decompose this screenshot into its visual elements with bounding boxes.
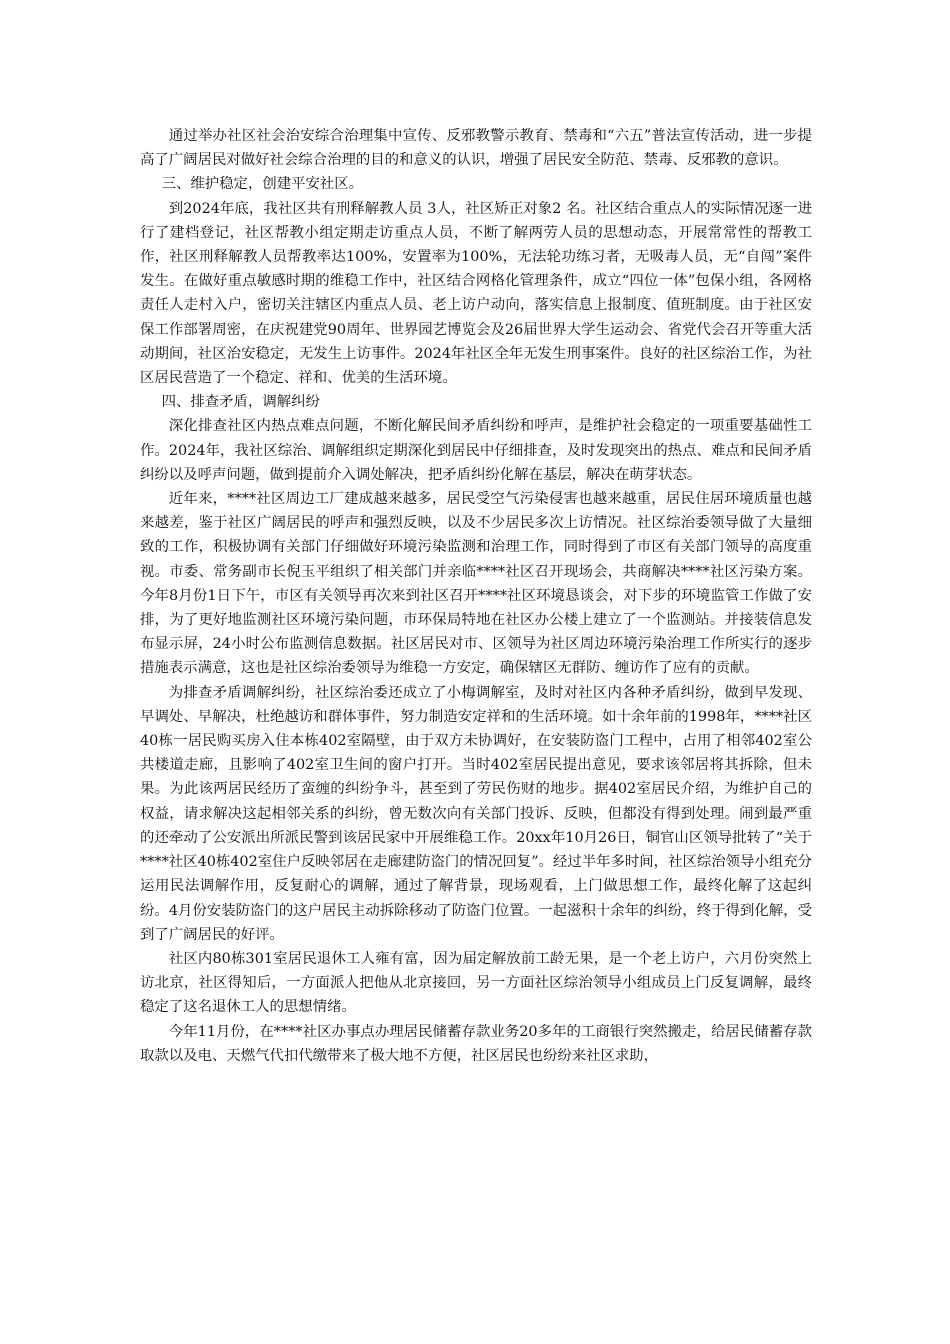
body-paragraph: 通过举办社区社会治安综合治理集中宣传、反邪教警示教育、禁毒和“六五”普法宣传活动，进一步提高了广阔居民对做好社会综合治理的目的和意义的认识，增强了居民安全防范、禁毒、反邪教的意识。 xyxy=(140,128,812,169)
document-page xyxy=(140,124,812,1068)
body-paragraph: 今年11月份，在****社区办事点办理居民储蓄存款业务20多年的工商银行突然搬走，给居民储蓄存款取款以及电、天燃气代扣代缴带来了极大地不方便，社区居民也纷纷来社区求助， xyxy=(140,1023,812,1064)
section-heading: 四、排查矛盾，调解纠纷 xyxy=(161,394,320,411)
body-paragraph: 为排查矛盾调解纠纷，社区综治委还成立了小梅调解室，及时对社区内各种矛盾纠纷，做到早发现、早调处、早解决，杜绝越访和群体事件，努力制造安定祥和的生活环境。如十余年前的1998年，****社区40栋一居民购买房入住本栋402室隔壁，由于双方未协调好，在安装防盗门工程中，占用了相邻402室公共楼道走廊，且影响了402室卫生间的窗户打开。当时402室居民提出意见，要求该邻居将其拆除，但未果。为此该两居民经历了蛮缠的纠纷争斗，甚至到了劳民伤财的地步。据402室居民介绍，为维护自己的权益，请求解决这起相邻关系的纠纷，曾无数次向有关部门投诉、反映，但都没有得到处理。闹到最严重的还牵动了公安派出所派民警到该居民家中开展维稳工作。20xx年10月26日，铜官山区领导批转了“关于****社区40栋402室住户反映邻居在走廊建防盗门的情况回复”。经过半年多时间，社区综治领导小组充分运用民法调解作用，反复耐心的调解，通过了解背景，现场观看，上门做思想工作，最终化解了这起纠纷。4月份安装防盗门的这户居民主动拆除移动了防盗门位置。一起滋积十余年的纠纷，终于得到化解，受到了广阔居民的好评。 xyxy=(140,684,812,943)
body-paragraph: 社区内80栋301室居民退休工人雍有富，因为届定解放前工龄无果，是一个老上访户，六月份突然上访北京，社区得知后，一方面派人把他从北京接回，另一方面社区综治领导小组成员上门反复调解，最终稳定了这名退休工人的思想情绪。 xyxy=(140,950,812,1016)
body-paragraph: 深化排查社区内热点难点问题，不断化解民间矛盾纠纷和呼声，是维护社会稳定的一项重要基础性工作。2024年，我社区综治、调解组织定期深化到居民中仔细排查，及时发现突出的热点、难点和民间矛盾纠纷以及呼声问题，做到提前介入调处解决，把矛盾纠纷化解在基层，解决在萌芽状态。 xyxy=(140,418,812,483)
body-paragraph: 到2024年底，我社区共有刑释解教人员 3人，社区矫正对象2 名。社区结合重点人的实际情况逐一进行了建档登记，社区帮教小组定期走访重点人员，不断了解两劳人员的思想动态，开展常常性的帮教工作，社区刑释解教人员帮教率达100%，安置率为100%，无法轮功练习者，无吸毒人员，无“自闯”案件发生。在做好重点敏感时期的维稳工作中，社区结合网格化管理条件，成立“四位一体”包保小组，各网格责任人走村入户，密切关注辖区内重点人员、老上访户动向，落实信息上报制度、值班制度。由于社区安保工作部署周密，在庆祝建党90周年、世界园艺博览会及26届世界大学生运动会、省党代会召开等重大活动期间，社区治安稳定，无发生上访事件。2024年社区全年无发生刑事案件。良好的社区综治工作，为社区居民营造了一个稳定、祥和、优美的生活环境。 xyxy=(140,200,812,387)
section-heading: 三、维护稳定，创建平安社区。 xyxy=(161,176,364,193)
body-paragraph: 近年来，****社区周边工厂建成越来越多，居民受空气污染侵害也越来越重，居民住居环境质量也越来越差，鉴于社区广阔居民的呼声和强烈反映，以及不少居民多次上访情况。社区综治委领导做了大量细致的工作，积极协调有关部门仔细做好环境污染监测和治理工作，同时得到了市区有关部门领导的高度重视。市委、常务副市长倪玉平组织了相关部门并亲临****社区召开现场会，共商解决****社区污染方案。今年8月份1日下午，市区有关领导再次来到社区召开****社区环境恳谈会，对下步的环境监管工作做了安排，为了更好地监测社区环境污染问题，市环保局特地在社区办公楼上建立了一个监测站。并接装信息发布显示屏，24小时公布监测信息数据。社区居民对市、区领导为社区周边环境污染治理工作所实行的逐步措施表示满意，这也是社区综治委领导为维稳一方安定，确保辖区无群防、缠访作了应有的贡献。 xyxy=(140,491,812,677)
